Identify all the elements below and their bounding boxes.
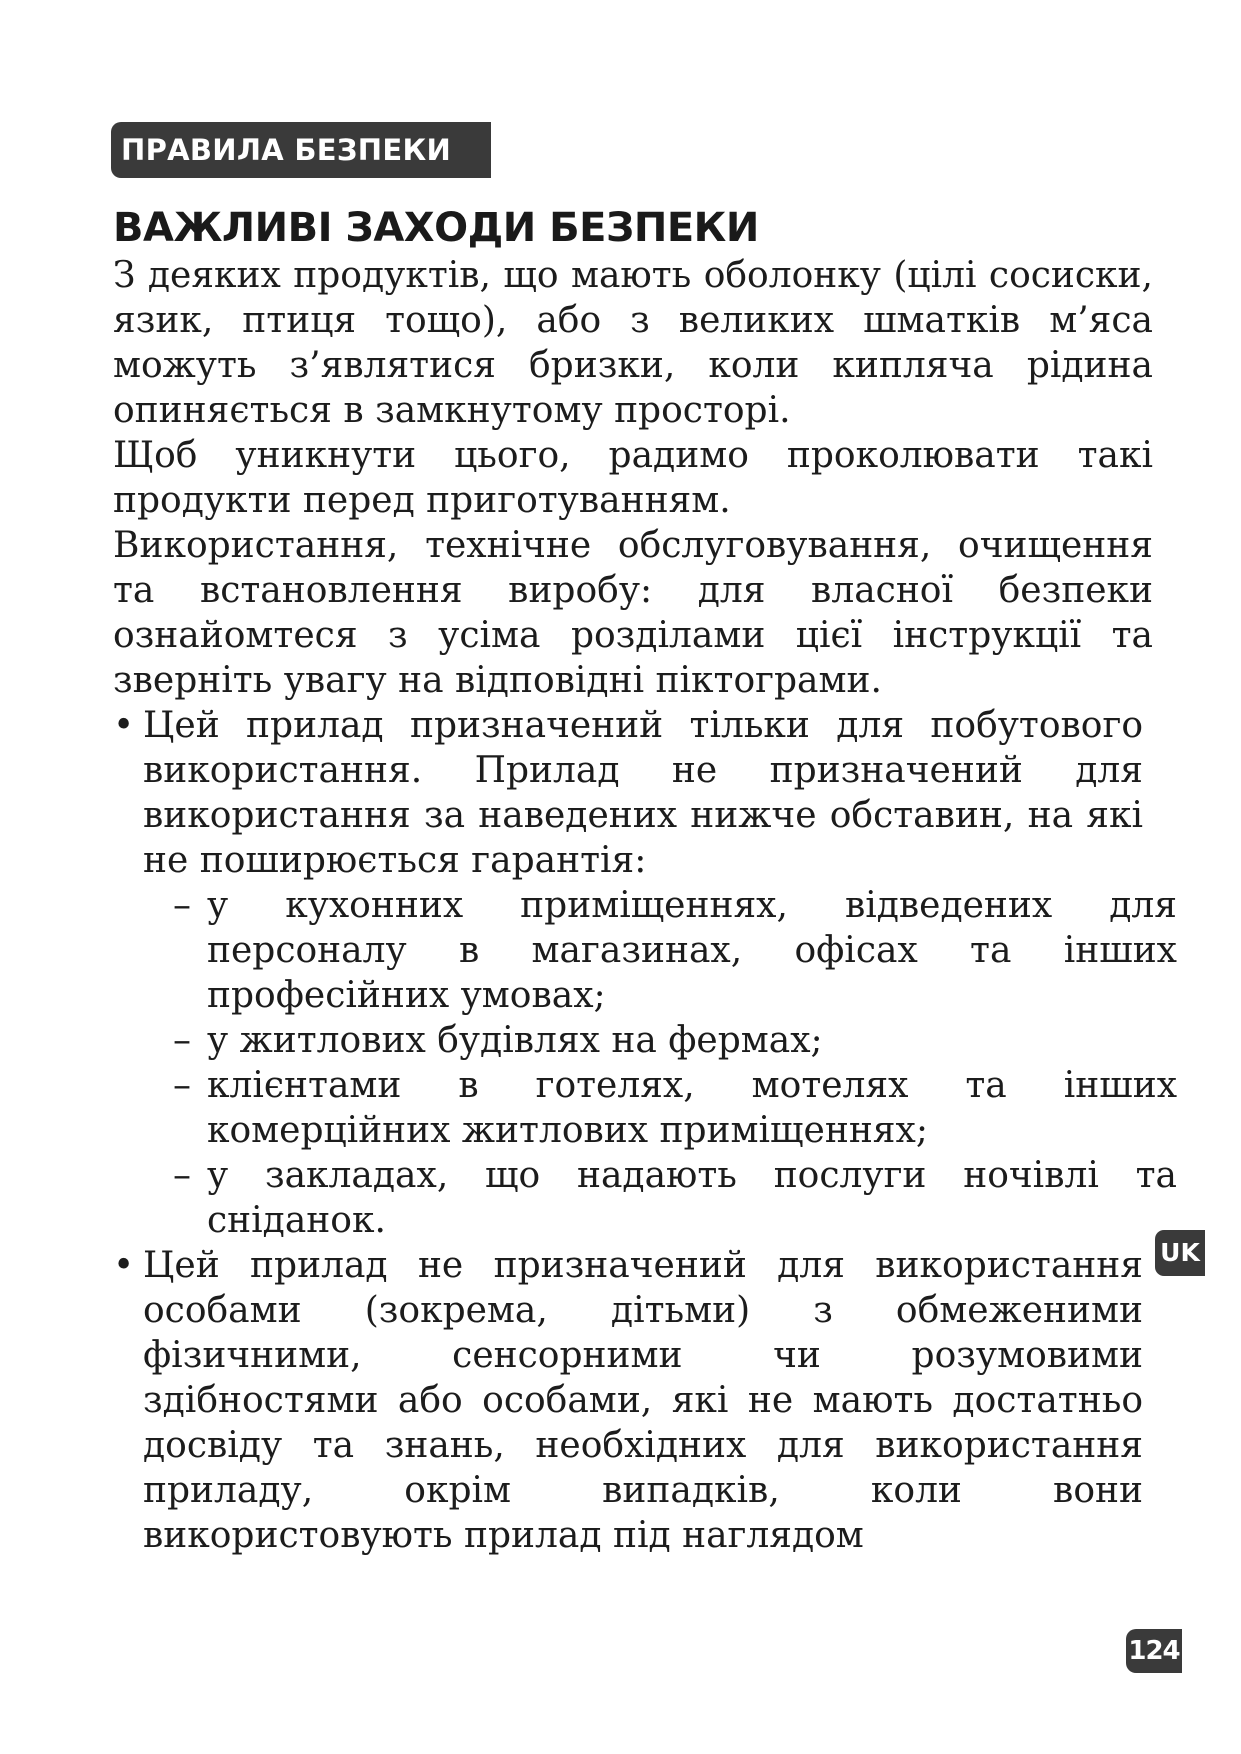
bullet-text-1: Цей прилад призначений тільки для побутового використання. Прилад не призначений для використання за наведених нижче обставин, на які не поширюється гарантія: — [143, 705, 1143, 881]
page-title: ВАЖЛИВІ ЗАХОДИ БЕЗПЕКИ — [113, 205, 759, 251]
sub-item-4 — [143, 1153, 1177, 1243]
page-number: 124 — [1126, 1629, 1182, 1673]
section-tab: ПРАВИЛА БЕЗПЕКИ — [111, 122, 491, 178]
sub-item-text-1: у кухонних приміщеннях, відведених для персоналу в магазинах, офісах та інших професійних умовах; — [207, 885, 1177, 1016]
bullet-item-2 — [113, 1243, 1171, 1558]
paragraph-2: Щоб уникнути цього, радимо проколювати такі продукти перед приготуванням. — [113, 435, 1153, 521]
bullet-text-2: Цей прилад не призначений для використання особами (зокрема, дітьми) з обмеженими фізичними, сенсорними чи розумовими здібностями або особами, які не мають достатньо досвіду та знань, необхідних для використання приладу, окрім випадків, коли вони використовують прилад під наглядом — [143, 1245, 1143, 1556]
sub-item-3 — [143, 1063, 1177, 1153]
sub-item-text-3: клієнтами в готелях, мотелях та інших комерційних житлових приміщеннях; — [207, 1065, 1177, 1151]
dash-mark: – — [173, 1065, 191, 1106]
bullet-mark: • — [113, 1245, 135, 1286]
sub-item-text-2: у житлових будівлях на фермах; — [207, 1020, 823, 1061]
sub-item-2 — [143, 1018, 1177, 1063]
sub-item-text-4: у закладах, що надають послуги ночівлі та сніданок. — [207, 1155, 1177, 1241]
paragraph-1: З деяких продуктів, що мають оболонку (цілі сосиски, язик, птиця тощо), або з великих шматків м’яса можуть з’являтися бризки, коли кипляча рідина опиняється в замкнутому просторі. — [113, 255, 1153, 431]
dash-mark: – — [173, 1155, 191, 1196]
dash-mark: – — [173, 1020, 191, 1061]
bullet-mark: • — [113, 705, 135, 746]
document-body — [113, 253, 1177, 1558]
language-tab: UK — [1155, 1230, 1205, 1276]
bullet-item-1 — [113, 703, 1177, 1243]
paragraph-3: Використання, технічне обслуговування, очищення та встановлення виробу: для власної безпеки ознайомтеся з усіма розділами цієї інструкції та зверніть увагу на відповідні піктограми. — [113, 525, 1153, 701]
dash-mark: – — [173, 885, 191, 926]
sub-item-1 — [143, 883, 1177, 1018]
